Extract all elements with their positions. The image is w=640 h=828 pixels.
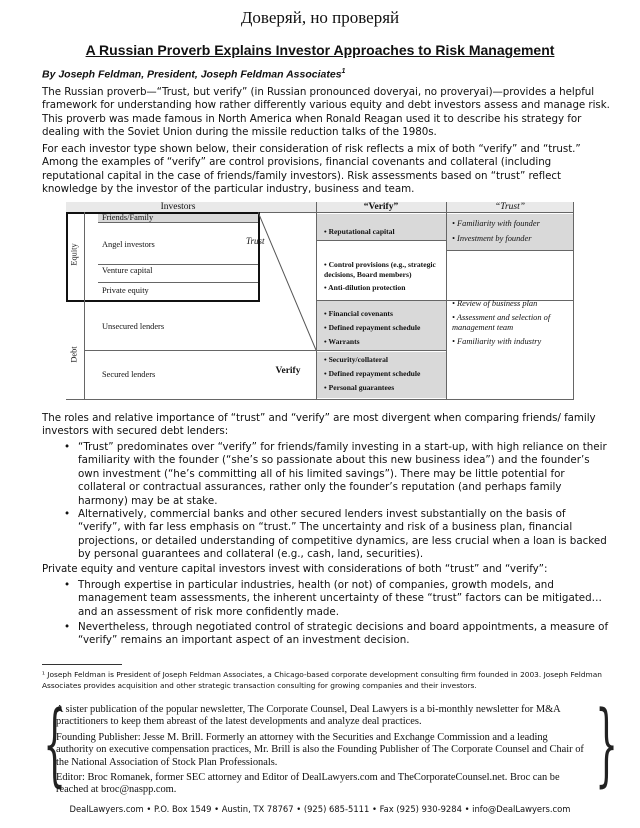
investor-venture-capital: Venture capital	[102, 266, 153, 275]
bullet-negotiated-control: • Nevertheless, through negotiated control of strategic decisions and board appointments, a measure of “verify” remains an important aspect of an investment decision.	[64, 621, 609, 647]
right-rule	[573, 202, 574, 400]
byline-text: By Joseph Feldman, President, Joseph Feldman Associates	[42, 68, 342, 81]
trust-header: “Trust”	[494, 202, 526, 212]
equity-border-bottom	[66, 300, 260, 302]
verify-item: • Defined repayment schedule	[324, 369, 421, 378]
body-paragraph-4: Private equity and venture capital investors invest with considerations of both “trust” and “verify”:	[42, 563, 548, 575]
bullet-trust-predominates: • “Trust” predominates over “verify” for friends/family investing in a start-up, with high reliance on their familiarity with the founder (“she’s so passionate about this new business idea”) and the founder’s own investment (“he’s committing all of his limited savings”). There may be little potential for collateral or contractual assurances, rather only the founder’s reputation (and perhaps family harmony) may be at stake.	[64, 441, 607, 507]
investor-unsecured-lenders: Unsecured lenders	[102, 322, 165, 331]
verify-item: • Control provisions (e.g., strategic decisions, Board members)	[324, 260, 436, 279]
verify-header: “Verify”	[363, 202, 399, 212]
trust-rule-1	[446, 250, 574, 251]
verify-item: • Financial covenants	[324, 309, 393, 318]
trust-item: • Familiarity with industry	[452, 337, 542, 346]
article-title: A Russian Proverb Explains Investor Approaches to Risk Management	[85, 42, 555, 58]
verify-item: • Personal guarantees	[324, 383, 395, 392]
verify-item: • Anti-dilution protection	[324, 283, 406, 292]
verify-item: • Reputational capital	[324, 227, 395, 236]
footnote-marker: 1	[341, 68, 346, 75]
row-rule-4	[84, 350, 258, 351]
bottom-rule	[66, 399, 574, 400]
sister-publication-note: A sister publication of the popular newsletter, The Corporate Counsel, Deal Lawyers is a bi-monthly newsletter for M&A practitioners to keep them abreast of the latest developments and analyze deal practices.	[56, 704, 561, 728]
trust-col-rule	[446, 202, 447, 400]
editor-note: Editor: Broc Romanek, former SEC attorney and Editor of DealLawyers.com and TheCorporateCounsel.net. Broc can be reached at broc@naspp.com.	[56, 772, 560, 796]
equity-border-left	[66, 212, 68, 302]
bullet-expertise: • Through expertise in particular industries, health (or not) of companies, growth models, and management team assessments, the inherent uncertainty of these “trust” factors can be mitigated… and an assessment of risk more confidently made.	[64, 579, 602, 618]
bullet-verify-lenders: • Alternatively, commercial banks and other secured lenders invest substantially on the basis of “verify”, with far less emphasis on “trust.” The uncertainty and risk of a business plan, financial projections, or detailed understanding of competitive dynamics, are less crucial when a loan is backed by personal guarantees and collateral (e.g., cash, land, securities).	[64, 508, 607, 561]
founding-publisher-note: Founding Publisher: Jesse M. Brill. Formerly an attorney with the Securities and Exchange Commission and a leading authority on executive compensation practices, Mr. Brill is also the Founding Publisher of The Corporate Counsel and Chair of the National Association of Stock Plan Professionals.	[56, 731, 584, 768]
trust-item: • Investment by founder	[452, 234, 532, 243]
row-rule-3	[98, 282, 258, 283]
group-col-rule	[84, 212, 85, 400]
trust-item: • Familiarity with founder	[452, 219, 540, 228]
contact-footer: DealLawyers.com • P.O. Box 1549 • Austin, TX 78767 • (925) 685-5111 • Fax (925) 930-9284 • info@DealLawyers.com	[69, 804, 571, 814]
verify-col-rule	[316, 202, 317, 400]
trust-item: • Review of business plan	[452, 299, 538, 308]
investor-private-equity: Private equity	[102, 286, 149, 295]
verify-item: • Warrants	[324, 337, 360, 346]
verify-item: • Defined repayment schedule	[324, 323, 421, 332]
investor-secured-lenders: Secured lenders	[102, 370, 156, 379]
investor-angel: Angel investors	[102, 240, 155, 249]
trust-item: • Assessment and selection of management team	[452, 313, 551, 332]
footnote: ¹ Joseph Feldman is President of Joseph Feldman Associates, a Chicago-based corporate development consulting firm founded in 2003. Joseph Feldman Associates provides acquisition and other strategic transaction consulting for growing companies and their investors.	[42, 670, 602, 690]
verify-region-label: Verify	[275, 366, 301, 376]
right-brace: }	[595, 692, 619, 797]
intro-paragraph-1: The Russian proverb—“Trust, but verify” (in Russian pronounced doveryai, no proveryai)—provides a helpful framework for understanding how rather differently various equity and debt investors assess and manage risk. This proverb was made famous in North America when Ronald Reagan used it to describe his strategy for dealing with the Soviet Union during the missile reduction talks of the 1980s.	[42, 86, 610, 139]
publication-info-box	[56, 704, 584, 796]
row-rule-1	[98, 222, 258, 223]
investor-friends-family: Friends/Family	[102, 213, 154, 222]
investors-header: Investors	[160, 202, 196, 212]
verify-item: • Security/collateral	[324, 355, 389, 364]
footnote-rule	[42, 664, 122, 665]
body-paragraph-3: The roles and relative importance of “trust” and “verify” are most divergent when comparing friends/ family investors with secured debt lenders:	[42, 412, 596, 438]
byline	[42, 68, 345, 81]
equity-group-label: Equity	[69, 243, 79, 266]
trust-region-label: Trust	[246, 236, 265, 246]
verify-rule-1	[316, 240, 446, 241]
equity-border-top	[66, 212, 260, 214]
debt-group-label: Debt	[69, 346, 79, 363]
verify-rule-3	[316, 350, 446, 351]
investor-risk-table	[66, 202, 574, 400]
row-rule-2	[98, 264, 258, 265]
russian-title: Доверяй, но проверяй	[240, 8, 400, 27]
left-brace: {	[43, 692, 67, 797]
intro-paragraph-2: For each investor type shown below, their consideration of risk reflects a mix of both “verify” and “trust.” Among the examples of “verify” are control provisions, financial covenants and collateral (including reputational capital in the case of friends/family investors). Risk assessments based on “trust” reflect knowledge by the investor of the particular industry, business and team.	[42, 143, 581, 196]
